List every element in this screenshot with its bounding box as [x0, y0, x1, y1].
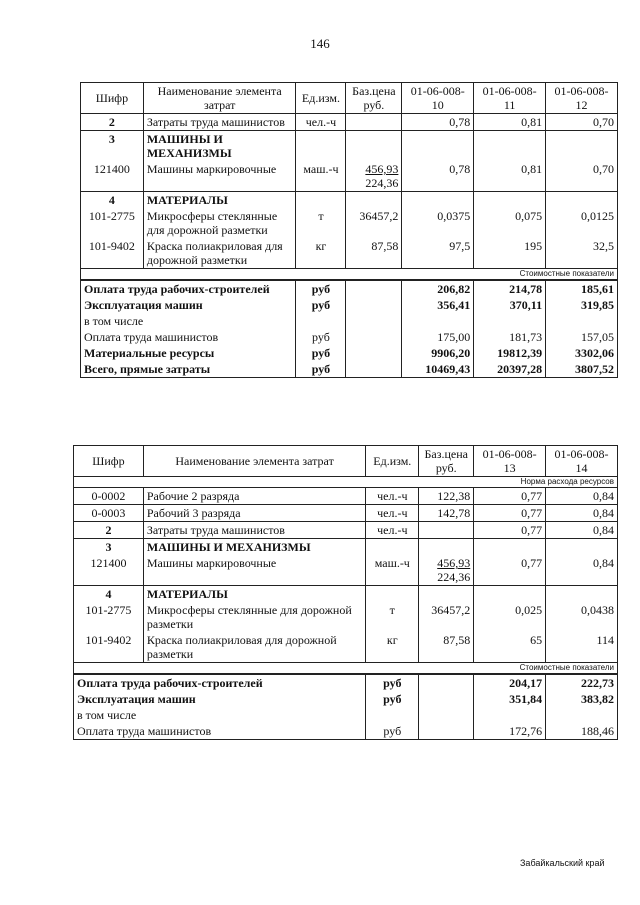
- section-title: МАШИНЫ И МЕХАНИЗМЫ: [143, 131, 296, 162]
- row-price: [346, 161, 402, 192]
- row-value-1: 0,77: [474, 488, 546, 505]
- row-name: Краска полиакриловая для дорожной разметки: [143, 238, 296, 269]
- resource-norm-label: Норма расхода ресурсов: [74, 477, 618, 488]
- total-name: в том числе: [81, 313, 296, 329]
- row-unit: маш.-ч: [296, 161, 346, 192]
- section-title: МАТЕРИАЛЫ: [143, 192, 296, 209]
- row-unit: чел.-ч: [366, 488, 419, 505]
- page-number: 146: [310, 36, 330, 51]
- row-name: Микросферы стеклянные для дорожной разметки: [143, 208, 296, 238]
- band-row: [74, 663, 618, 675]
- table-header-row: [81, 83, 618, 114]
- section-title: МАШИНЫ И МЕХАНИЗМЫ: [143, 539, 365, 556]
- total-row: [74, 674, 618, 691]
- header-code: Шифр: [81, 83, 144, 114]
- header-base-price: Баз.цена руб.: [419, 446, 474, 477]
- header-code: Шифр: [74, 446, 144, 477]
- row-value-1: 0,77: [474, 555, 546, 586]
- row-name: Машины маркировочные: [143, 555, 365, 586]
- header-col-2: 01-06-008-11: [474, 83, 546, 114]
- table-row: [81, 114, 618, 131]
- row-unit: т: [366, 602, 419, 632]
- table-row: [81, 161, 618, 192]
- total-value-2: 214,78: [474, 280, 546, 297]
- table-row: [74, 505, 618, 522]
- total-row: [81, 345, 618, 361]
- price-bottom: 224,36: [437, 570, 471, 584]
- total-value-1: 351,84: [474, 691, 546, 707]
- row-value-2: 195: [474, 238, 546, 269]
- total-value-3: 3807,52: [546, 361, 618, 378]
- total-value-2: 19812,39: [474, 345, 546, 361]
- table-row: [81, 238, 618, 269]
- total-name: Оплата труда рабочих-строителей: [74, 674, 366, 691]
- row-price: [419, 522, 474, 539]
- total-unit: руб: [296, 361, 346, 378]
- total-name: Оплата труда рабочих-строителей: [81, 280, 296, 297]
- resource-table-1: [80, 82, 618, 378]
- row-value-1: 0,78: [402, 161, 474, 192]
- band-row: [81, 269, 618, 281]
- total-name: Эксплуатация машин: [81, 297, 296, 313]
- header-col-3: 01-06-008-12: [546, 83, 618, 114]
- row-unit: кг: [366, 632, 419, 663]
- total-value-3: 319,85: [546, 297, 618, 313]
- total-value-1: 10469,43: [402, 361, 474, 378]
- row-value-1: 97,5: [402, 238, 474, 269]
- row-value-1: 0,78: [402, 114, 474, 131]
- row-value-2: 0,84: [546, 505, 618, 522]
- row-code: 2: [74, 522, 144, 539]
- total-name: Всего, прямые затраты: [81, 361, 296, 378]
- section-row: [81, 131, 618, 162]
- total-value-1: 9906,20: [402, 345, 474, 361]
- total-value-1: 172,76: [474, 723, 546, 740]
- total-row: [81, 297, 618, 313]
- section-row: [81, 192, 618, 209]
- row-price: [346, 114, 402, 131]
- section-code: 3: [74, 539, 144, 556]
- resource-table-2: [73, 445, 618, 740]
- row-value-2: 0,84: [546, 488, 618, 505]
- total-value-2: 20397,28: [474, 361, 546, 378]
- total-name: Эксплуатация машин: [74, 691, 366, 707]
- total-value-3: 185,61: [546, 280, 618, 297]
- total-value-2: 383,82: [546, 691, 618, 707]
- cost-indicators-label: Стоимостные показатели: [81, 269, 618, 281]
- section-row: [74, 586, 618, 603]
- row-code: 101-9402: [74, 632, 144, 663]
- price-bottom: 224,36: [365, 176, 399, 190]
- total-row: [81, 361, 618, 378]
- section-title: МАТЕРИАЛЫ: [143, 586, 365, 603]
- section-code: 4: [74, 586, 144, 603]
- row-code: 121400: [74, 555, 144, 586]
- section-code: 3: [81, 131, 144, 162]
- row-name: Рабочие 2 разряда: [143, 488, 365, 505]
- row-code: 101-2775: [74, 602, 144, 632]
- row-price: 36457,2: [346, 208, 402, 238]
- row-value-1: 0,77: [474, 505, 546, 522]
- price-top: 456,93: [365, 162, 399, 176]
- row-value-2: 0,84: [546, 522, 618, 539]
- table-row: [74, 555, 618, 586]
- total-value-1: 175,00: [402, 329, 474, 345]
- row-value-2: 0,84: [546, 555, 618, 586]
- row-unit: чел.-ч: [366, 522, 419, 539]
- total-value-2: 222,73: [546, 674, 618, 691]
- total-unit: руб: [296, 280, 346, 297]
- header-col-2: 01-06-008-14: [546, 446, 618, 477]
- cost-indicators-label: Стоимостные показатели: [74, 663, 618, 675]
- row-value-1: 65: [474, 632, 546, 663]
- total-value-3: 157,05: [546, 329, 618, 345]
- section-row: [74, 539, 618, 556]
- row-name: Затраты труда машинистов: [143, 522, 365, 539]
- header-col-1: 01-06-008-13: [474, 446, 546, 477]
- row-name: Затраты труда машинистов: [143, 114, 296, 131]
- row-value-2: 0,0438: [546, 602, 618, 632]
- total-name: Оплата труда машинистов: [74, 723, 366, 740]
- row-value-3: 32,5: [546, 238, 618, 269]
- row-value-3: 0,70: [546, 161, 618, 192]
- header-unit: Ед.изм.: [296, 83, 346, 114]
- total-name: Оплата труда машинистов: [81, 329, 296, 345]
- row-unit: чел.-ч: [296, 114, 346, 131]
- header-base-price: Баз.цена руб.: [346, 83, 402, 114]
- row-code: 121400: [81, 161, 144, 192]
- price-top: 456,93: [437, 556, 471, 570]
- header-name: Наименование элемента затрат: [143, 446, 365, 477]
- total-unit: руб: [366, 674, 419, 691]
- row-value-1: 0,0375: [402, 208, 474, 238]
- total-row: [74, 723, 618, 740]
- total-value-2: 188,46: [546, 723, 618, 740]
- row-price: 142,78: [419, 505, 474, 522]
- total-row: [81, 313, 618, 329]
- row-unit: чел.-ч: [366, 505, 419, 522]
- row-code: 0-0002: [74, 488, 144, 505]
- total-unit: руб: [366, 691, 419, 707]
- total-value-1: 356,41: [402, 297, 474, 313]
- total-value-1: 204,17: [474, 674, 546, 691]
- total-row: [74, 707, 618, 723]
- row-value-2: 0,81: [474, 114, 546, 131]
- total-row: [81, 329, 618, 345]
- row-value-2: 0,81: [474, 161, 546, 192]
- row-unit: маш.-ч: [366, 555, 419, 586]
- table-row: [74, 632, 618, 663]
- table-row: [74, 522, 618, 539]
- header-name: Наименование элемента затрат: [143, 83, 296, 114]
- row-value-1: 0,77: [474, 522, 546, 539]
- row-price: [419, 555, 474, 586]
- row-unit: т: [296, 208, 346, 238]
- total-name: в том числе: [74, 707, 366, 723]
- total-value-3: 3302,06: [546, 345, 618, 361]
- row-value-2: 0,075: [474, 208, 546, 238]
- total-row: [81, 280, 618, 297]
- total-unit: руб: [296, 345, 346, 361]
- table-row: [74, 602, 618, 632]
- band-row: [74, 477, 618, 488]
- table-row: [81, 208, 618, 238]
- total-unit: руб: [296, 297, 346, 313]
- row-code: 101-9402: [81, 238, 144, 269]
- row-code: 2: [81, 114, 144, 131]
- row-price: 87,58: [346, 238, 402, 269]
- total-row: [74, 691, 618, 707]
- row-value-2: 114: [546, 632, 618, 663]
- row-unit: кг: [296, 238, 346, 269]
- row-name: Машины маркировочные: [143, 161, 296, 192]
- total-name: Материальные ресурсы: [81, 345, 296, 361]
- total-unit: руб: [366, 723, 419, 740]
- total-value-1: 206,82: [402, 280, 474, 297]
- total-value-2: 181,73: [474, 329, 546, 345]
- row-name: Краска полиакриловая для дорожной разметки: [143, 632, 365, 663]
- row-value-3: 0,0125: [546, 208, 618, 238]
- header-unit: Ед.изм.: [366, 446, 419, 477]
- row-code: 0-0003: [74, 505, 144, 522]
- total-unit: руб: [296, 329, 346, 345]
- row-price: 122,38: [419, 488, 474, 505]
- total-value-2: 370,11: [474, 297, 546, 313]
- row-name: Микросферы стеклянные для дорожной разметки: [143, 602, 365, 632]
- row-price: 36457,2: [419, 602, 474, 632]
- row-code: 101-2775: [81, 208, 144, 238]
- header-col-1: 01-06-008-10: [402, 83, 474, 114]
- section-code: 4: [81, 192, 144, 209]
- row-name: Рабочий 3 разряда: [143, 505, 365, 522]
- table-row: [74, 488, 618, 505]
- row-price: 87,58: [419, 632, 474, 663]
- table-header-row: [74, 446, 618, 477]
- row-value-3: 0,70: [546, 114, 618, 131]
- row-value-1: 0,025: [474, 602, 546, 632]
- region-footer: Забайкальский край: [520, 858, 605, 868]
